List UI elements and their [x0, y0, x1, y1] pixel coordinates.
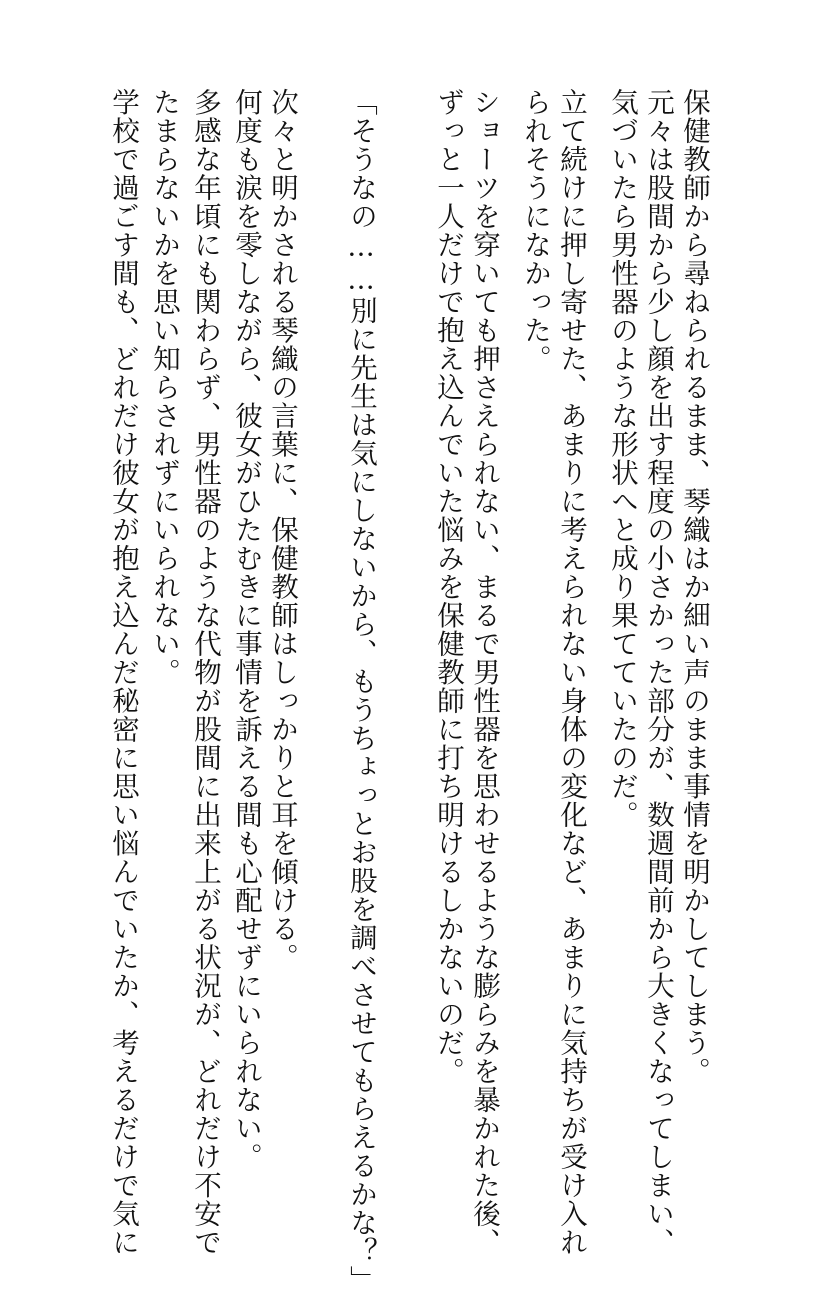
- text-column-13: 学校で過ごす間も、どれだけ彼女が抱え込んだ秘密に思い悩んでいたか、考えるだけで気に: [107, 88, 139, 1257]
- text-column-4: 立て続けに押し寄せた、あまりに考えられない身体の変化など、あまりに気持ちが受け入れ: [555, 88, 587, 1257]
- text-column-3: 気づいたら男性器のような形状へと成り果てていたのだ。: [606, 88, 638, 829]
- text-column-5: られそうになかった。: [519, 88, 551, 373]
- text-column-2: 元々は股間から少し顔を出す程度の小さかった部分が、数週間前から大きくなってしまい、: [642, 88, 674, 1257]
- text-column-10: 何度も涙を零しながら、彼女がひたむきに事情を訴える間も心配せずにいられない。: [230, 88, 262, 1171]
- text-column-8: 「そうなの……別に先生は気にしないから、もうちょっとお股を調べさせてもらえるかな？」: [345, 88, 377, 1294]
- text-column-11: 多感な年頃にも関わらず、男性器のような代物が股間に出来上がる状況が、どれだけ不安で: [189, 88, 221, 1257]
- text-column-6: ショーツを穿いても押さえられない、まるで男性器を思わせるような膨らみを暴かれた後、: [468, 88, 500, 1257]
- text-column-12: たまらないかを思い知らされずにいられない。: [148, 88, 180, 687]
- text-column-7: ずっと一人だけで抱え込んでいた悩みを保健教師に打ち明けるしかないのだ。: [432, 88, 464, 1086]
- text-column-1: 保健教師から尋ねられるまま、琴織はか細い声のまま事情を明かしてしまう。: [678, 88, 710, 1086]
- text-column-9: 次々と明かされる琴織の言葉に、保健教師はしっかりと耳を傾ける。: [266, 88, 298, 972]
